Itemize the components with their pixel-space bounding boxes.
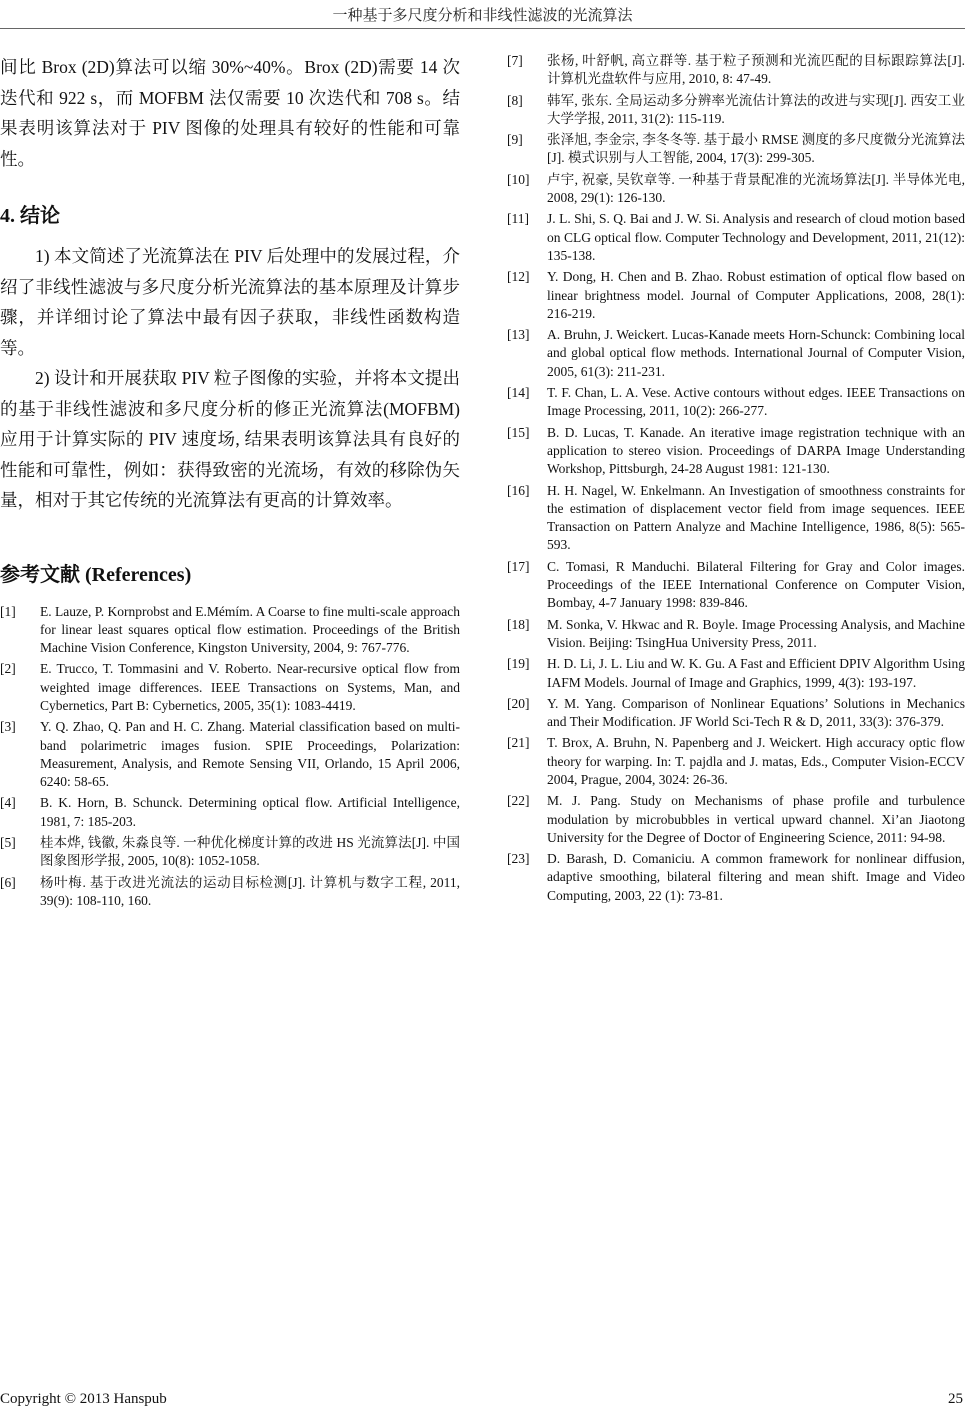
reference-item (0, 603, 460, 658)
reference-text: B. K. Horn, B. Schunck. Determining optical flow. Artificial Intelligence, 1981, 7: 185-203. (40, 795, 460, 829)
reference-number: [9] (507, 132, 523, 148)
reference-item (507, 695, 965, 732)
footer-copyright: Copyright © 2013 Hanspub (0, 1391, 167, 1407)
reference-number: [17] (507, 558, 530, 574)
page-number: 25 (948, 1391, 963, 1407)
reference-number: [19] (507, 656, 530, 672)
reference-number: [8] (507, 92, 523, 108)
reference-list-left (0, 603, 460, 911)
reference-item (507, 326, 965, 381)
reference-item (507, 171, 965, 208)
reference-item (0, 794, 460, 831)
reference-item (507, 384, 965, 421)
reference-text: 桂本烨, 钱徽, 朱淼良等. 一种优化梯度计算的改进 HS 光流算法[J]. 中国图象图形学报, 2005, 10(8): 1052-1058. (40, 835, 460, 869)
reference-number: [13] (507, 327, 530, 343)
reference-text: J. L. Shi, S. Q. Bai and J. W. Si. Analysis and research of cloud motion based on CLG optical flow. Computer Technology and Development, 2011, 21(12): 135-138. (547, 211, 965, 263)
reference-item (0, 874, 460, 911)
left-column (0, 52, 460, 913)
header-rule (0, 28, 965, 29)
reference-text: Y. Dong, H. Chen and B. Zhao. Robust estimation of optical flow based on linear brightness model. Journal of Computer Applications, 2008, 28(1): 216-219. (547, 269, 965, 321)
reference-text: E. Trucco, T. Tommasini and V. Roberto. Near-recursive optical flow from weighted image differences. IEEE Transactions on Systems, Man, and Cybernetics, Part B: Cybernetics, 2005, 35(1): 1083-4419. (40, 661, 460, 713)
reference-item (0, 660, 460, 715)
reference-number: [14] (507, 385, 530, 401)
reference-number: [2] (0, 661, 16, 677)
reference-number: [11] (507, 211, 529, 227)
reference-text: Y. Q. Zhao, Q. Pan and H. C. Zhang. Material classification based on multi-band polarimetric images fusion. SPIE Proceedings, Polarization: Measurement, Analysis, and Remote Sensing VII, Orlando, 15 April 2006, 6240: 58-65. (40, 719, 460, 790)
reference-number: [3] (0, 719, 16, 735)
reference-item (507, 792, 965, 847)
reference-text: 卢宇, 祝豪, 吴钦章等. 一种基于背景配准的光流场算法[J]. 半导体光电, 2008, 29(1): 126-130. (547, 171, 965, 206)
reference-item (507, 92, 965, 129)
reference-number: [1] (0, 603, 16, 619)
reference-text: 张泽旭, 李金宗, 李冬冬等. 基于最小 RMSE 测度的多尺度微分光流算法[J]. 模式识别与人工智能, 2004, 17(3): 299-305. (547, 132, 965, 166)
reference-item (507, 558, 965, 613)
conclusion-paragraph-2: 2) 设计和开展获取 PIV 粒子图像的实验，并将本文提出的基于非线性滤波和多尺度分析的修正光流算法(MOFBM)应用于计算实际的 PIV 速度场, 结果表明该算法具有良好的性能和可靠性，例如：获得致密的光流场，有效的移除伪矢量，相对于其它传统的光流算法有更高的计算效率。 (0, 368, 460, 510)
reference-text: H. D. Li, J. L. Liu and W. K. Gu. A Fast and Efficient DPIV Algorithm Using IAFM Models. Journal of Image and Graphics, 1999, 4(3): 193-197. (547, 656, 965, 690)
conclusion-heading: 4. 结论 (0, 205, 60, 227)
right-column (507, 52, 965, 908)
reference-text: C. Tomasi, R Manduchi. Bilateral Filtering for Gray and Color images. Proceedings of the IEEE International Conference on Computer Vision, Bombay, 4-7 January 1998: 839-846. (547, 558, 965, 611)
reference-list-right (507, 52, 965, 905)
reference-number: [7] (507, 53, 523, 68)
reference-number: [18] (507, 616, 530, 632)
reference-item (507, 734, 965, 789)
reference-item (0, 718, 460, 791)
reference-text: B. D. Lucas, T. Kanade. An iterative image registration technique with an application to stereo vision. Proceedings of DARPA Image Understanding Workshop, Pittsburgh, 24-28 August 1981: 121-130. (547, 424, 965, 477)
reference-item (0, 834, 460, 871)
reference-text: T. F. Chan, L. A. Vese. Active contours without edges. IEEE Transactions on Image Processing, 2011, 10(2): 266-277. (547, 385, 965, 419)
reference-text: M. J. Pang. Study on Mechanisms of phase profile and turbulence modulation by microbubbles in vertical upward channel. Xi’an Jiaotong University for the Degree of Doctor of Engineering Science, 2011: 94-98. (547, 793, 965, 845)
reference-text: E. Lauze, P. Kornprobst and E.Mémím. A Coarse to fine multi-scale approach for linear least squares optical flow estimation. Proceedings of the British Machine Vision Conference, Kingston University, 2004, 9: 767-776. (40, 603, 460, 656)
running-title: 一种基于多尺度分析和非线性滤波的光流算法 (332, 8, 633, 24)
reference-number: [5] (0, 835, 16, 851)
reference-number: [22] (507, 793, 530, 809)
reference-text: H. H. Nagel, W. Enkelmann. An Investigation of smoothness constraints for the estimation of displacement vector field from image sequences. IEEE Transaction on Pattern Analyze and Machine Intelligence, 1986, 8(5): 565-593. (547, 482, 965, 553)
reference-text: 韩军, 张东. 全局运动多分辨率光流估计算法的改进与实现[J]. 西安工业大学学报, 2011, 31(2): 115-119. (547, 92, 965, 126)
reference-number: [12] (507, 269, 530, 285)
reference-number: [15] (507, 424, 530, 440)
reference-item (507, 268, 965, 323)
reference-number: [20] (507, 695, 530, 711)
reference-text: 杨叶梅. 基于改进光流法的运动目标检测[J]. 计算机与数字工程, 2011, 39(9): 108-110, 160. (40, 874, 460, 908)
reference-item (507, 616, 965, 653)
reference-item (507, 210, 965, 265)
reference-number: [23] (507, 851, 530, 867)
reference-text: Y. M. Yang. Comparison of Nonlinear Equations’ Solutions in Mechanics and Their Modification. JF World Sci-Tech R & D, 2011, 33(3): 376-379. (547, 695, 965, 730)
conclusion-paragraph-1: 1) 本文简述了光流算法在 PIV 后处理中的发展过程，介绍了非线性滤波与多尺度分析光流算法的基本原理及计算步骤，并详细讨论了算法中最有因子获取，非线性函数构造等。 (0, 246, 460, 358)
references-heading: 参考文献 (References) (0, 563, 192, 586)
intro-paragraph: 间比 Brox (2D)算法可以缩 30%~40%。Brox (2D)需要 14 次迭代和 922 s，而 MOFBM 法仅需要 10 次迭代和 708 s。结果表明该算法对于 PIV 图像的处理具有较好的性能和可靠性。 (0, 57, 460, 169)
reference-text: T. Brox, A. Bruhn, N. Papenberg and J. Weickert. High accuracy optic flow theory for warping. In: T. pajdla and J. matas, Eds., Computer Vision-ECCV 2004, Prague, 2004, 3024: 26-36. (547, 735, 965, 787)
reference-number: [21] (507, 735, 530, 751)
reference-item (507, 655, 965, 692)
reference-text: M. Sonka, V. Hkwac and R. Boyle. Image Processing Analysis, and Machine Vision. Beijing: TsingHua University Press, 2011. (547, 616, 965, 650)
reference-number: [6] (0, 874, 16, 890)
reference-text: 张杨, 叶舒帆, 高立群等. 基于粒子预测和光流匹配的目标跟踪算法[J]. 计算机光盘软件与应用, 2010, 8: 47-49. (547, 53, 965, 87)
reference-number: [16] (507, 482, 530, 498)
reference-text: D. Barash, D. Comaniciu. A common framework for nonlinear diffusion, adaptive smoothing, bilateral filtering and mean shift. Image and Video Computing, 2003, 22 (1): 73-81. (547, 851, 965, 903)
reference-item (507, 850, 965, 905)
reference-item (507, 482, 965, 555)
reference-item (507, 424, 965, 479)
reference-item (507, 52, 965, 89)
reference-number: [10] (507, 171, 530, 187)
reference-item (507, 131, 965, 168)
reference-text: A. Bruhn, J. Weickert. Lucas-Kanade meets Horn-Schunck: Combining local and global optical flow methods. International Journal of Computer Vision, 2005, 61(3): 211-231. (547, 327, 965, 379)
reference-number: [4] (0, 795, 16, 811)
